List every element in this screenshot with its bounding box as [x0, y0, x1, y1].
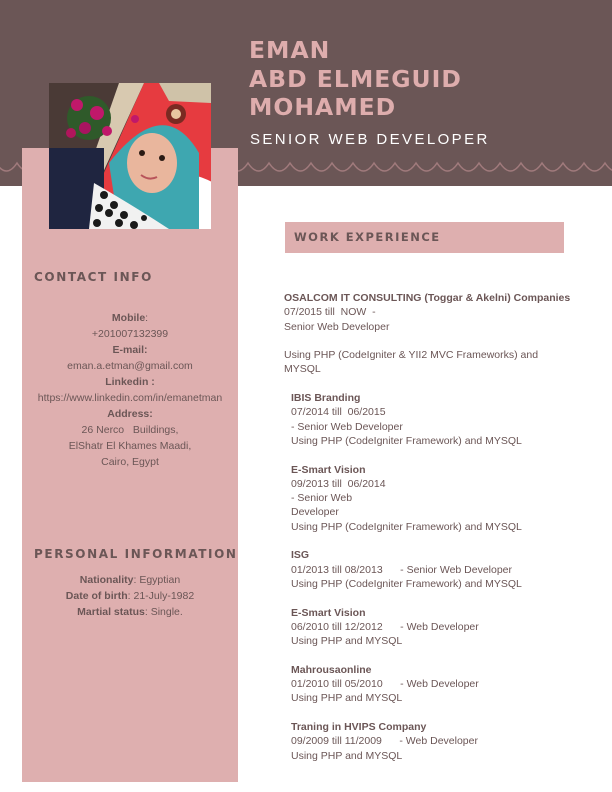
portrait-icon — [49, 83, 211, 229]
nationality-label: Nationality — [79, 574, 134, 586]
linkedin-label: Linkedin : — [105, 376, 155, 388]
job-description: Using PHP (CodeIgniter Framework) and MYSQL — [291, 434, 522, 447]
marital-value: : Single. — [144, 606, 183, 618]
job-spacer — [284, 334, 574, 348]
job-entry — [284, 463, 574, 534]
job-role: - Senior Web — [291, 492, 353, 505]
job-entry — [284, 720, 574, 763]
address-line-3: Cairo, Egypt — [101, 456, 159, 468]
email-value[interactable]: eman.a.etman@gmail.com — [67, 360, 193, 372]
nationality-row — [22, 572, 238, 588]
marital-row — [22, 604, 238, 620]
job-company: Traning in HVIPS Company — [291, 720, 427, 733]
job-company: ISG — [291, 549, 310, 562]
work-experience-heading: WORK EXPERIENCE — [294, 230, 441, 244]
contact-info-block — [22, 310, 238, 470]
job-company: Mahrousaonline — [291, 663, 372, 676]
mobile-label: Mobile — [111, 312, 146, 324]
job-entry — [284, 606, 574, 649]
dob-value: : 21-July-1982 — [127, 590, 195, 602]
job-role: Senior Web Developer — [284, 320, 390, 333]
job-dates-role: 09/2009 till 11/2009 - Web Developer — [291, 735, 478, 748]
job-dates: 07/2015 till NOW - — [284, 306, 376, 319]
address-line-1: 26 Nerco Buildings, — [81, 424, 179, 436]
job-company: IBIS Branding — [291, 392, 361, 405]
linkedin-link[interactable]: https://www.linkedin.com/in/emanetman — [37, 392, 223, 404]
job-dates-role: 01/2010 till 05/2010 - Web Developer — [291, 678, 479, 691]
mobile-row: Mobile: — [111, 312, 149, 324]
job-role-cont: Developer — [291, 506, 339, 519]
marital-label: Martial status — [77, 606, 145, 618]
job-role: - Senior Web Developer — [291, 420, 403, 433]
job-description: Using PHP (CodeIgniter Framework) and MYSQL — [291, 520, 522, 533]
job-description: Using PHP and MYSQL — [291, 692, 403, 705]
job-dates-role: 01/2013 till 08/2013 - Senior Web Developer — [291, 563, 513, 576]
address-label: Address: — [107, 408, 153, 420]
job-entry — [284, 663, 574, 706]
name-line-3: MOHAMED — [249, 93, 397, 121]
job-entry — [284, 391, 574, 448]
work-experience-heading-bar — [285, 222, 564, 253]
name-line-2: ABD ELMEGUID — [249, 64, 462, 93]
profile-photo — [49, 83, 211, 229]
dob-label: Date of birth — [65, 590, 128, 602]
job-title: SENIOR WEB DEVELOPER — [250, 131, 490, 148]
job-description: Using PHP (CodeIgniter Framework) and MYSQL — [291, 577, 522, 590]
job-entry — [284, 548, 574, 591]
nationality-value: : Egyptian — [133, 574, 181, 586]
job-company: OSALCOM IT CONSULTING (Toggar & Akelni) Companies — [284, 292, 571, 304]
name-line-1: EMAN — [249, 36, 331, 64]
work-experience-list — [284, 291, 574, 777]
job-dates-role: 06/2010 till 12/2012 - Web Developer — [291, 620, 479, 633]
job-description: Using PHP (CodeIgniter & YII2 MVC Frameworks) and MYSQL — [284, 349, 539, 376]
personal-info-heading: PERSONAL INFORMATION — [34, 547, 238, 561]
job-description: Using PHP and MYSQL — [291, 635, 403, 648]
job-company: E-Smart Vision — [291, 606, 366, 619]
job-dates: 07/2014 till 06/2015 — [291, 406, 386, 419]
email-label: E-mail: — [112, 344, 148, 356]
dob-row — [22, 588, 238, 604]
address-line-2: ElShatr El Khames Maadi, — [68, 440, 192, 452]
mobile-value[interactable]: +201007132399 — [91, 328, 169, 340]
job-dates: 09/2013 till 06/2014 — [291, 477, 386, 490]
full-name — [249, 36, 462, 122]
job-entry — [284, 291, 574, 377]
personal-info-block — [22, 572, 238, 620]
job-company: E-Smart Vision — [291, 463, 366, 476]
contact-info-heading: CONTACT INFO — [34, 270, 153, 284]
job-description: Using PHP and MYSQL — [291, 749, 403, 762]
